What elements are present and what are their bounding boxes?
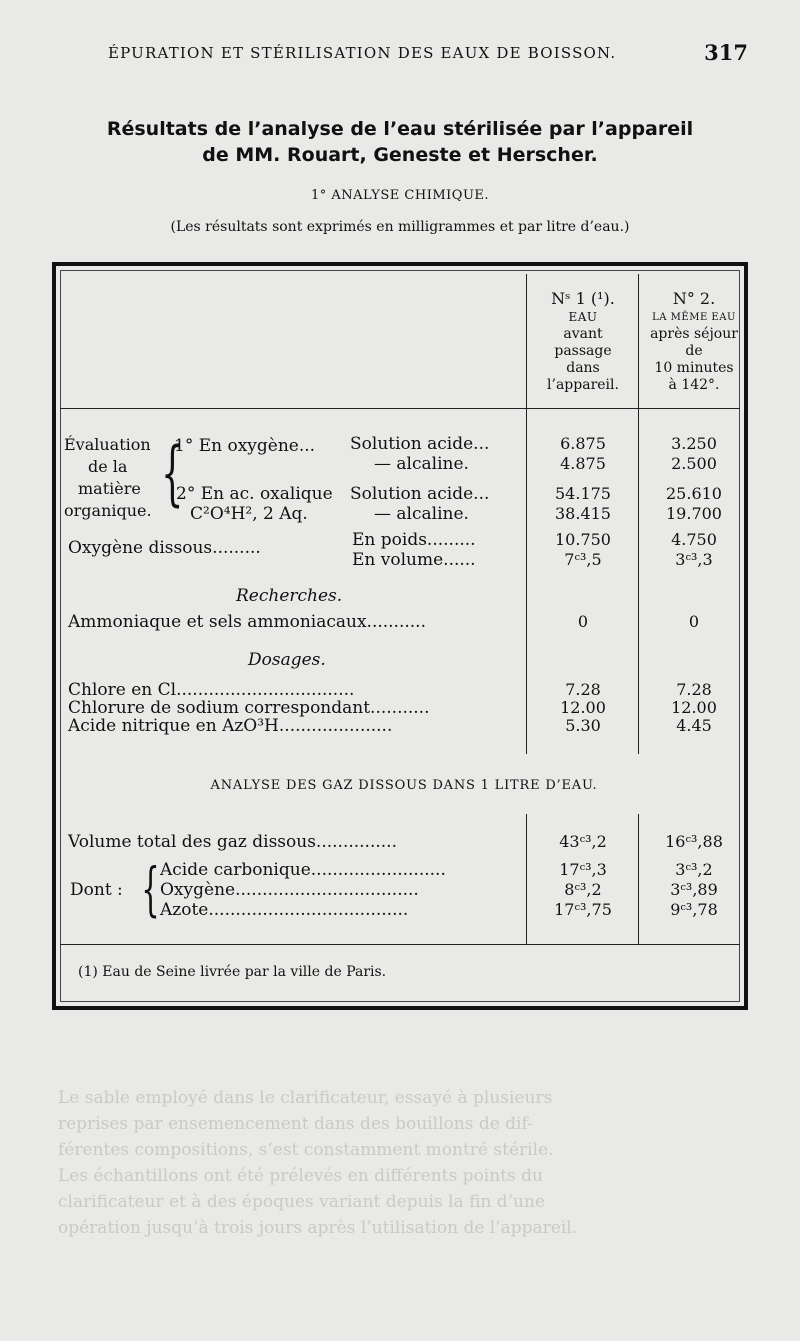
col-rule-4 bbox=[638, 814, 639, 944]
header-rule bbox=[60, 408, 740, 409]
gas-v1-oxygene: 8ᶜ³,2 bbox=[564, 880, 602, 899]
gas-oxygene: Oxygène.................................. bbox=[160, 880, 419, 900]
row-alk-1: — alcaline. bbox=[374, 454, 469, 474]
gas-v1-carbonique: 17ᶜ³,3 bbox=[559, 860, 607, 879]
v1-chlore: 7.28 bbox=[565, 680, 601, 699]
gas-analysis-title: ANALYSE DES GAZ DISSOUS DANS 1 LITRE D’EAU. bbox=[210, 778, 598, 793]
v2-nitrique: 4.45 bbox=[676, 716, 712, 735]
gas-v2-azote: 9ᶜ³,78 bbox=[670, 900, 718, 919]
col-rule-1 bbox=[526, 274, 527, 754]
footnote-rule bbox=[60, 944, 740, 945]
v1-acid-2: 54.175 bbox=[555, 484, 611, 503]
organic-oxygen: 1° En oxygène... bbox=[174, 436, 316, 456]
v1-poids: 10.750 bbox=[555, 530, 611, 549]
brace-gas: { bbox=[141, 855, 160, 923]
row-nitrique: Acide nitrique en AzO³H..................... bbox=[68, 716, 393, 736]
heading-recherches: Recherches. bbox=[236, 586, 343, 606]
organic-oxalic-2: C²O⁴H², 2 Aq. bbox=[190, 504, 308, 524]
col-rule-2 bbox=[638, 274, 639, 754]
results-table bbox=[52, 262, 748, 1010]
v2-ammoniaque: 0 bbox=[688, 612, 700, 631]
v1-volume: 7ᶜ³,5 bbox=[564, 550, 602, 569]
oxygen-dissolved-label: Oxygène dissous......... bbox=[68, 538, 261, 558]
row-acid-1: Solution acide... bbox=[350, 434, 490, 454]
v1-acid-1: 6.875 bbox=[560, 434, 606, 453]
col1-header: Nˢ 1 (¹). EAU avant passage dans l’appareil. bbox=[547, 289, 619, 393]
v1-nitrique: 5.30 bbox=[565, 716, 601, 735]
v2-alk-1: 2.500 bbox=[671, 454, 717, 473]
row-acid-2: Solution acide... bbox=[350, 484, 490, 504]
row-alk-2: — alcaline. bbox=[374, 504, 469, 524]
page-number: 317 bbox=[704, 40, 748, 65]
gas-carbonique: Acide carbonique......................... bbox=[160, 860, 446, 880]
v2-poids: 4.750 bbox=[671, 530, 717, 549]
footnote: (1) Eau de Seine livrée par la ville de Paris. bbox=[78, 964, 387, 980]
gas-v1-total: 43ᶜ³,2 bbox=[559, 832, 607, 851]
organic-oxalic-1: 2° En ac. oxalique bbox=[176, 484, 333, 504]
gas-v1-azote: 17ᶜ³,75 bbox=[554, 900, 612, 919]
gas-v2-oxygene: 3ᶜ³,89 bbox=[670, 880, 718, 899]
gas-azote: Azote..................................... bbox=[160, 900, 409, 920]
v2-chlorure: 12.00 bbox=[671, 698, 717, 717]
gas-v2-total: 16ᶜ³,88 bbox=[665, 832, 723, 851]
v2-acid-2: 25.610 bbox=[666, 484, 722, 503]
bleed-through-text: Le sable employé dans le clarificateur, essayé à plusieurs reprises par ensemencement dans des bouillons de dif- férentes compositions, s’est constamment montré stérile. Les échantillons ont été prélevés en différents points du clarificateur et à des époques variant depuis la fin d’une opération jusqu’à trois jours après l’utilisation de l’appareil. bbox=[58, 1088, 578, 1238]
gas-total: Volume total des gaz dissous............... bbox=[68, 832, 397, 852]
page-title: Résultats de l’analyse de l’eau stérilisée par l’appareil de MM. Rouart, Geneste et Herscher. bbox=[106, 118, 694, 166]
heading-dosages: Dosages. bbox=[248, 650, 326, 670]
organic-label: Évaluation de la matière organique. bbox=[64, 435, 152, 520]
v2-alk-2: 19.700 bbox=[666, 504, 722, 523]
gas-dont: Dont : bbox=[70, 880, 123, 900]
running-head bbox=[108, 40, 748, 65]
v2-chlore: 7.28 bbox=[676, 680, 712, 699]
oxygen-volume: En volume...... bbox=[352, 550, 476, 570]
v1-ammoniaque: 0 bbox=[577, 612, 589, 631]
v2-volume: 3ᶜ³,3 bbox=[675, 550, 713, 569]
brace-organic: { bbox=[161, 432, 184, 514]
col2-header: N° 2. LA MÊME EAU après séjour de 10 minutes à 142°. bbox=[650, 289, 738, 393]
v2-acid-1: 3.250 bbox=[671, 434, 717, 453]
units-note: (Les résultats sont exprimés en milligrammes et par litre d’eau.) bbox=[170, 219, 630, 235]
running-head-title: ÉPURATION ET STÉRILISATION DES EAUX DE BOISSON. bbox=[108, 44, 617, 62]
v1-alk-2: 38.415 bbox=[555, 504, 611, 523]
row-chlore: Chlore en Cl................................. bbox=[68, 680, 355, 700]
v1-alk-1: 4.875 bbox=[560, 454, 606, 473]
row-chlorure: Chlorure de sodium correspondant........... bbox=[68, 698, 430, 718]
row-ammoniaque: Ammoniaque et sels ammoniacaux........... bbox=[68, 612, 426, 632]
col-rule-3 bbox=[526, 814, 527, 944]
oxygen-poids: En poids......... bbox=[352, 530, 476, 550]
section-heading: 1° ANALYSE CHIMIQUE. bbox=[310, 188, 490, 203]
v1-chlorure: 12.00 bbox=[560, 698, 606, 717]
gas-v2-carbonique: 3ᶜ³,2 bbox=[675, 860, 713, 879]
